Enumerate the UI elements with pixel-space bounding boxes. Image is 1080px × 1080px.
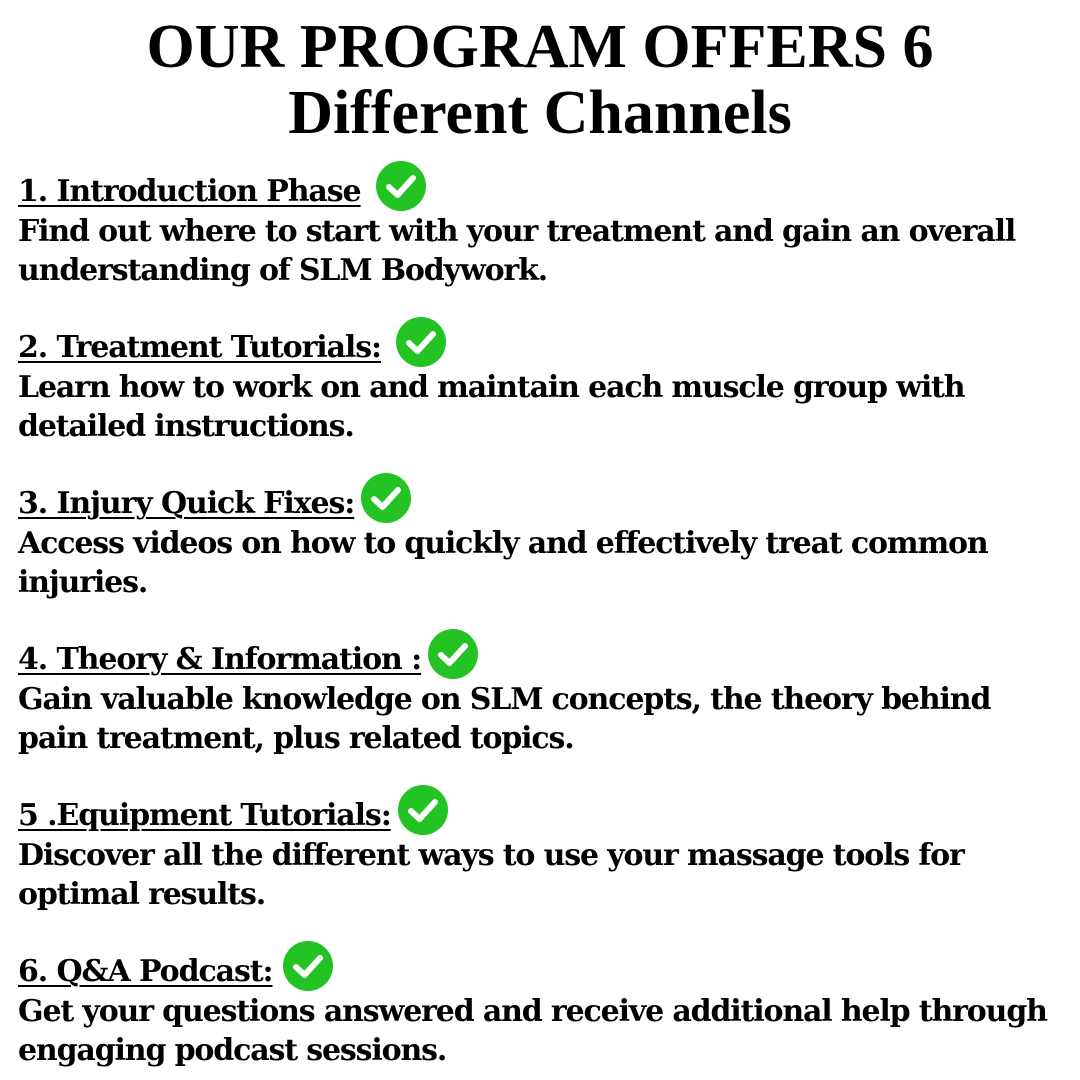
checkmark-circle-icon	[360, 472, 412, 524]
channel-item-4	[18, 640, 1068, 758]
channel-description: Gain valuable knowledge on SLM concepts, the theory behind pain treatment, plus related topics.	[18, 682, 991, 756]
channel-heading: 4. Theory & Information :	[18, 642, 422, 677]
channel-heading: 3. Injury Quick Fixes:	[18, 486, 355, 521]
checkmark-circle-icon	[375, 160, 427, 212]
channel-description: Access videos on how to quickly and effectively treat common injuries.	[18, 526, 988, 600]
channel-description: Discover all the different ways to use your massage tools for optimal results.	[18, 838, 964, 912]
channel-description: Find out where to start with your treatment and gain an overall understanding of SLM Bodywork.	[18, 214, 1016, 288]
channel-heading: 6. Q&A Podcast:	[18, 954, 273, 989]
channel-item-3	[18, 484, 1068, 602]
page-title	[0, 14, 1080, 146]
channel-description: Learn how to work on and maintain each muscle group with detailed instructions.	[18, 370, 965, 444]
channel-heading: 2. Treatment Tutorials:	[18, 330, 381, 365]
channel-description: Get your questions answered and receive additional help through engaging podcast sessions.	[18, 994, 1047, 1068]
checkmark-circle-icon	[397, 784, 449, 836]
channel-item-1	[18, 172, 1068, 290]
channel-heading: 5 .Equipment Tutorials:	[18, 798, 391, 833]
channel-item-6	[18, 952, 1068, 1070]
channel-item-5	[18, 796, 1068, 914]
checkmark-circle-icon	[282, 940, 334, 992]
checkmark-circle-icon	[395, 316, 447, 368]
channel-heading: 1. Introduction Phase	[18, 174, 361, 209]
title-line-1: OUR PROGRAM OFFERS 6	[146, 13, 934, 81]
channel-item-2	[18, 328, 1068, 446]
title-line-2: Different Channels	[288, 79, 792, 147]
checkmark-circle-icon	[427, 628, 479, 680]
